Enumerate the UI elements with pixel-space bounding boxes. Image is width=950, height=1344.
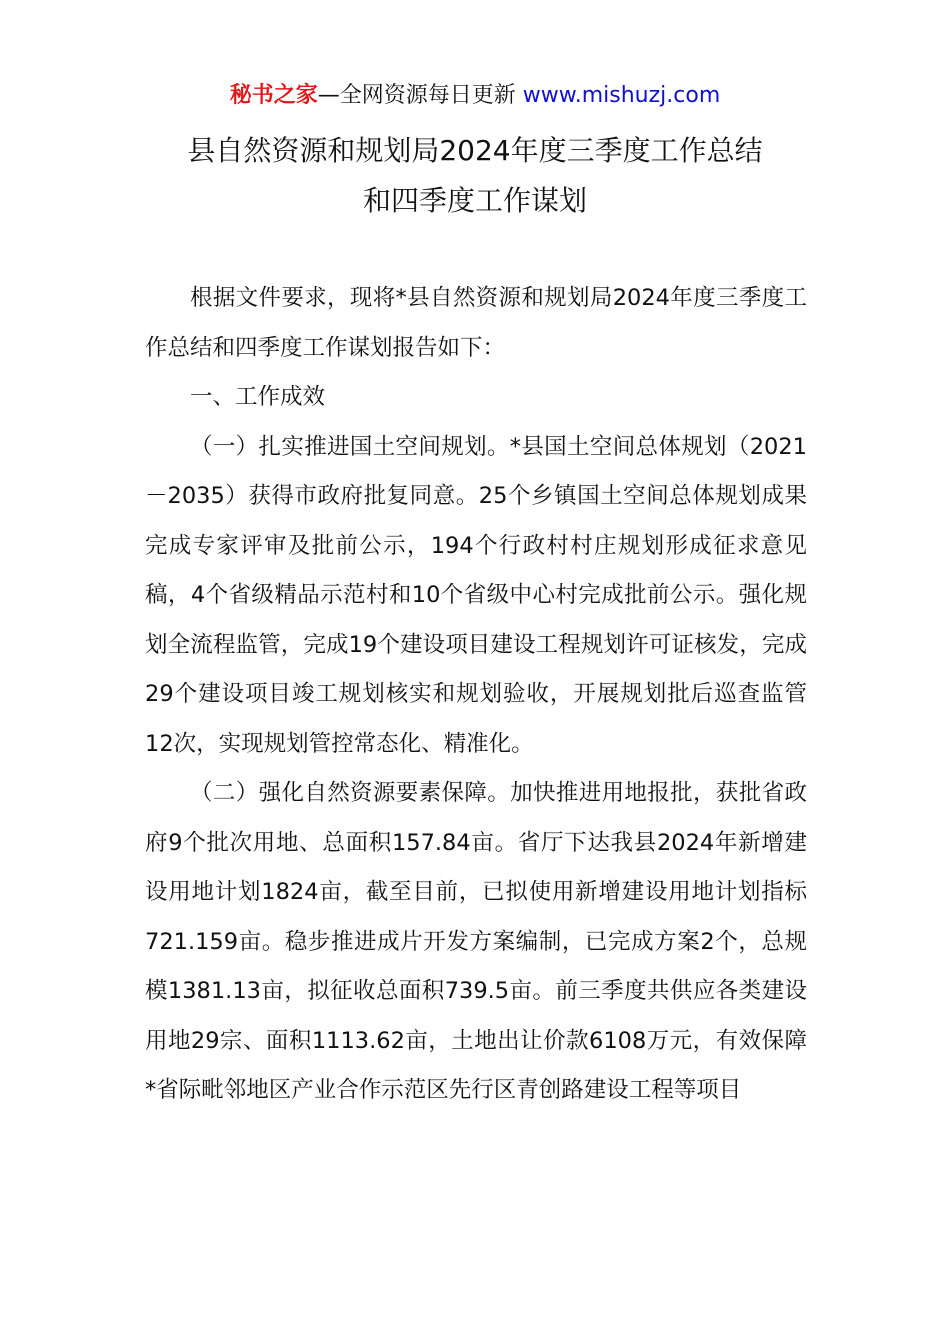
title-line-1: 县自然资源和规划局2024年度三季度工作总结: [187, 134, 763, 167]
site-url[interactable]: www.mishuzj.com: [522, 83, 721, 108]
section-heading: 一、工作成效: [190, 384, 326, 410]
title-line-2: 和四季度工作谋划: [362, 184, 587, 217]
intro-paragraph: 根据文件要求，现将*县自然资源和规划局2024年度三季度工作总结和四季度工作谋划报告如下：: [145, 285, 807, 361]
site-header: [0, 80, 950, 112]
header-tagline: —全网资源每日更新: [317, 83, 523, 108]
document-title: [0, 126, 950, 226]
brand-name: 秘书之家: [229, 83, 318, 108]
paragraph-planning: （一）扎实推进国土空间规划。*县国土空间总体规划（2021－2035）获得市政府批复同意。25个乡镇国土空间总体规划成果完成专家评审及批前公示，194个行政村村庄规划形成征求意见稿，4个省级精品示范村和10个省级中心村完成批前公示。强化规划全流程监管，完成19个建设项目建设工程规划许可证核发，完成29个建设项目竣工规划核实和规划验收，开展规划批后巡查监管12次，实现规划管控常态化、精准化。: [145, 433, 807, 757]
document-body: [145, 274, 807, 1116]
paragraph-resources: （二）强化自然资源要素保障。加快推进用地报批，获批省政府9个批次用地、总面积157.84亩。省厅下达我县2024年新增建设用地计划1824亩，截至目前，已拟使用新增建设用地计划指标721.159亩。稳步推进成片开发方案编制，已完成方案2个，总规模1381.13亩，拟征收总面积739.5亩。前三季度共供应各类建设用地29宗、面积1113.62亩，土地出让价款6108万元，有效保障*省际毗邻地区产业合作示范区先行区青创路建设工程等项目: [145, 780, 807, 1103]
